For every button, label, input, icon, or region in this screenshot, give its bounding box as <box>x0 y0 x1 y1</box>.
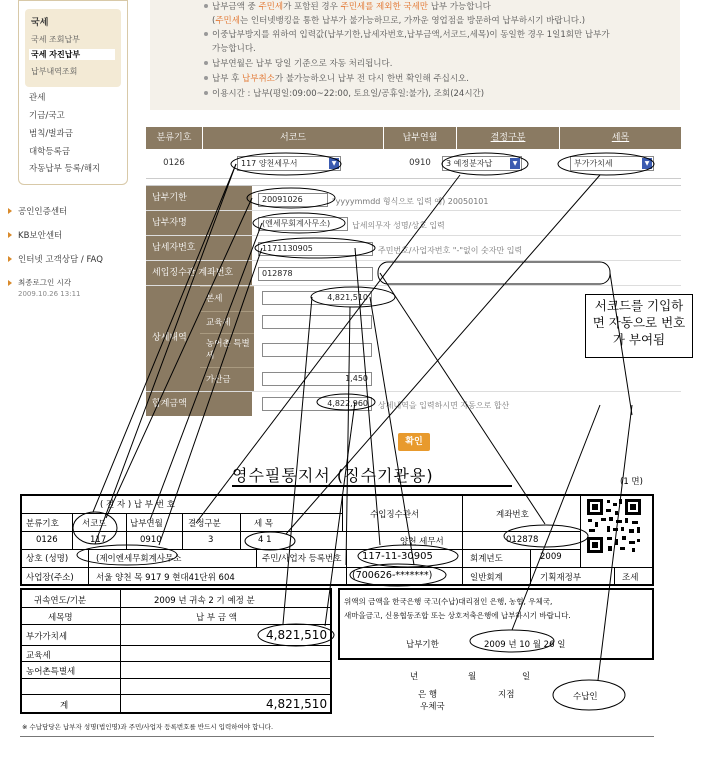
name-hint: 납세의무자 성명/상호 입력 <box>352 221 445 230</box>
header-tax-item[interactable]: 세목 <box>560 127 681 149</box>
bullet-icon <box>8 232 12 238</box>
r-account-label: 계좌번호 <box>496 510 529 520</box>
r-name-label: 상호 (성명) <box>26 554 69 564</box>
link-faq[interactable]: 인터넷 고객상담 / FAQ <box>18 255 103 265</box>
bullet-icon <box>8 256 12 262</box>
sidebar-item-customs[interactable]: 관세 <box>29 93 46 103</box>
r-resident-id: (700626-*******) <box>352 570 433 581</box>
r-bank-label: 은 행 <box>418 690 438 700</box>
notice-line-4: 가능합니다. <box>212 44 256 54</box>
annotation-callout: 서코드를 기입하면 자동으로 번호가 부여됨 <box>585 294 693 358</box>
r-total-amount: 4,821,510 <box>266 697 328 711</box>
office-select[interactable]: 117 양천세무서 ▼ <box>237 156 341 171</box>
col-pay-month: 납부연월 <box>130 519 163 529</box>
decision-select[interactable]: 3 예정분자납 ▼ <box>442 156 522 171</box>
r-fiscal-value: 2009 <box>540 552 562 562</box>
receipt-title: 영수필통지서 (징수기관용) <box>232 463 434 486</box>
r-amount-label: 납 부 금 액 <box>196 613 237 623</box>
due-hint: "yyyymmdd 형식으로 입력 예) 20050101 <box>332 197 489 206</box>
r-ymd-day: 일 <box>522 672 531 682</box>
bullet-icon <box>8 208 12 214</box>
last-login-time: 2009.10.26 13:11 <box>18 290 81 298</box>
r-decision: 3 <box>208 535 214 545</box>
total-input: 4,822,960 <box>262 397 372 411</box>
name-input[interactable]: (엔세무회계사무소) <box>258 217 348 231</box>
r-reg-label: 주민/사업자 등록번호 <box>262 554 342 564</box>
header-office-code: 서코드 <box>203 127 383 149</box>
r-office-code: 117 <box>90 535 107 545</box>
r-ministry: 기획재정부 <box>540 573 582 583</box>
tax-item-select[interactable]: 부가가치세 ▼ <box>570 156 654 171</box>
header-classification: 분류기호 <box>146 127 202 149</box>
r-total-label: 계 <box>60 701 69 711</box>
r-account-type: 일반회계 <box>470 573 503 583</box>
taxpayer-input[interactable]: 1171130905 <box>258 242 373 256</box>
header-decision[interactable]: 결정구분 <box>457 127 559 149</box>
r-ymd-month: 월 <box>468 672 477 682</box>
notice-line-5: 납부연월은 납부 당일 기준으로 자동 처리됩니다. <box>212 59 393 69</box>
sidebar-item-tax-self-pay[interactable]: 국세 자진납부 <box>29 49 115 60</box>
chevron-down-icon: ▼ <box>329 158 339 169</box>
r-post-label: 우체국 <box>420 702 445 712</box>
chevron-down-icon: ▼ <box>510 158 520 169</box>
sidebar-item-auto-pay[interactable]: 자동납부 등록/해지 <box>29 164 101 174</box>
bullet-icon <box>8 280 12 286</box>
sidebar-item-tax-inquiry[interactable]: 국세 조회납부 <box>31 35 80 44</box>
penalty-input[interactable]: 1,450 <box>262 372 372 386</box>
r-address-label: 사업장(주소) <box>26 573 74 583</box>
r-branch-label: 지점 <box>498 690 515 700</box>
notice-line-6: 납부 후 납부취소가 불가능하오니 납부 전 다시 한번 확인해 주십시오. <box>212 74 469 84</box>
header-pay-month: 납부연월 <box>384 127 456 149</box>
tax-code-table <box>146 127 681 179</box>
edu-tax-label: 교육세 <box>200 311 254 333</box>
enotice-header: ( 전 자 ) 납 부 번 호 <box>100 500 175 510</box>
edu-tax-input[interactable] <box>262 315 372 329</box>
r-fiscal-label: 회계년도 <box>470 554 503 564</box>
sidebar-item-payment-history[interactable]: 납부내역조회 <box>31 67 78 76</box>
account-label: 세입징수관 계좌번호 <box>146 261 252 285</box>
taxpayer-label: 납세자번호 <box>146 236 252 260</box>
col-classification: 분류기호 <box>26 519 59 529</box>
r-due-value: 2009 년 10 월 26 일 <box>484 640 566 650</box>
last-login-label: 최종로그인 시각 <box>18 278 72 287</box>
notice-line-1: 납부금액 중 주민세가 포함된 경우 주민세를 제외한 국세만 납부 가능합니다 <box>212 2 491 12</box>
col-decision: 결정구분 <box>188 519 221 529</box>
notice-panel <box>150 0 680 110</box>
r-reg-value: 117-11-30905 <box>362 551 433 562</box>
account-input[interactable]: 012878 <box>258 267 373 281</box>
r-year-label: 귀속연도/기분 <box>34 596 87 606</box>
r-notice-2: 새마을금고, 신용협동조합 또는 상호저축은행에 납부하시기 바랍니다. <box>344 611 571 620</box>
sidebar-item-tuition[interactable]: 대학등록금 <box>29 147 71 157</box>
link-cert-center[interactable]: 공인인증센터 <box>18 207 68 217</box>
due-label: 납부기한 <box>146 186 252 210</box>
sidebar-item-fines[interactable]: 범칙/벌과금 <box>29 129 73 139</box>
penalty-label: 가산금 <box>200 367 254 391</box>
confirm-button[interactable]: 확인 <box>398 433 430 451</box>
chevron-down-icon: ▼ <box>642 158 652 169</box>
rural-tax-input[interactable] <box>262 343 372 357</box>
r-row-name: 교육세 <box>26 651 51 661</box>
r-row-amount: 4,821,510 <box>266 628 328 642</box>
due-input[interactable]: 20091026 <box>258 193 328 207</box>
pay-month-value: 0910 <box>409 158 431 168</box>
r-ymd-year: 년 <box>410 672 419 682</box>
r-footnote: ※ 수납담당은 납부자 성명(법인명)과 주민/사업자 등록번호를 반드시 입력하여야 합니다. <box>22 723 274 731</box>
r-classification: 0126 <box>36 535 58 545</box>
sidebar <box>18 0 130 200</box>
total-hint: 상세내역을 입력하시면 자동으로 합산 <box>378 401 510 410</box>
col-tax-item: 세 목 <box>254 519 274 529</box>
r-receiver: 수납인 <box>573 692 598 702</box>
notice-line-3: 이중납부방지를 위하여 입력값(납부기한,납세자번호,납부금액,서코드,세목)이 동일한 경우 1일1회만 납부가 <box>212 30 610 40</box>
r-category: 조세 <box>622 573 639 583</box>
r-address-value: 서울 양천 목 917 9 현대41단위 604 <box>96 573 235 583</box>
detail-label: 상세내역 <box>146 286 200 391</box>
sidebar-menu-box <box>18 0 128 185</box>
r-tax-item: 4 1 <box>258 535 272 545</box>
main-tax-input[interactable]: 4,821,510 <box>262 291 372 305</box>
sidebar-item-fund[interactable]: 기금/국고 <box>29 111 65 121</box>
main-tax-label: 본세 <box>200 286 254 311</box>
r-notice-1: 위액의 금액을 한국은행 국고(수납)대리점인 은행, 농협, 우체국, <box>344 597 553 606</box>
r-row-name: 부가가치세 <box>26 632 68 642</box>
r-name-value: (제이엔세무회계사무소 <box>96 554 182 564</box>
rural-tax-label: 농어촌 특별세 <box>200 333 254 367</box>
r-row-name: 농어촌특별세 <box>26 667 76 677</box>
r-collector-label: 수입징수관서 <box>370 510 420 520</box>
r-collector-value: 양천 세무서 <box>400 537 444 547</box>
link-security-center[interactable]: KB보안센터 <box>18 231 63 241</box>
taxpayer-hint: 주민번호/사업자번호 "-"없이 숫자만 입력 <box>378 246 523 255</box>
sidebar-tax-heading[interactable]: 국세 <box>31 18 49 28</box>
r-item-label: 세목명 <box>48 613 73 623</box>
col-office-code: 서코드 <box>82 519 107 529</box>
classification-value: 0126 <box>163 158 185 168</box>
r-year-value: 2009 년 귀속 2 기 예정 분 <box>154 596 255 606</box>
qr-code-icon <box>585 497 643 555</box>
total-label: 합계금액 <box>146 392 252 416</box>
receipt-page: (1 면) <box>620 477 643 487</box>
notice-line-2: (주민세는 인터넷뱅킹을 통한 납부가 불가능하므로, 가까운 영업점을 방문하여 납부하시기 바랍니다.) <box>212 16 586 26</box>
sidebar-tax-group <box>25 9 121 87</box>
r-account-value: 012878 <box>506 535 539 545</box>
r-pay-month: 0910 <box>140 535 162 545</box>
name-label: 납부자명 <box>146 211 252 235</box>
notice-line-7: 이용시간 : 납부(평일:09:00~22:00, 토요일/공휴일:불가), 조회(24시간) <box>212 89 485 99</box>
r-due-label: 납부기한 <box>406 640 439 650</box>
